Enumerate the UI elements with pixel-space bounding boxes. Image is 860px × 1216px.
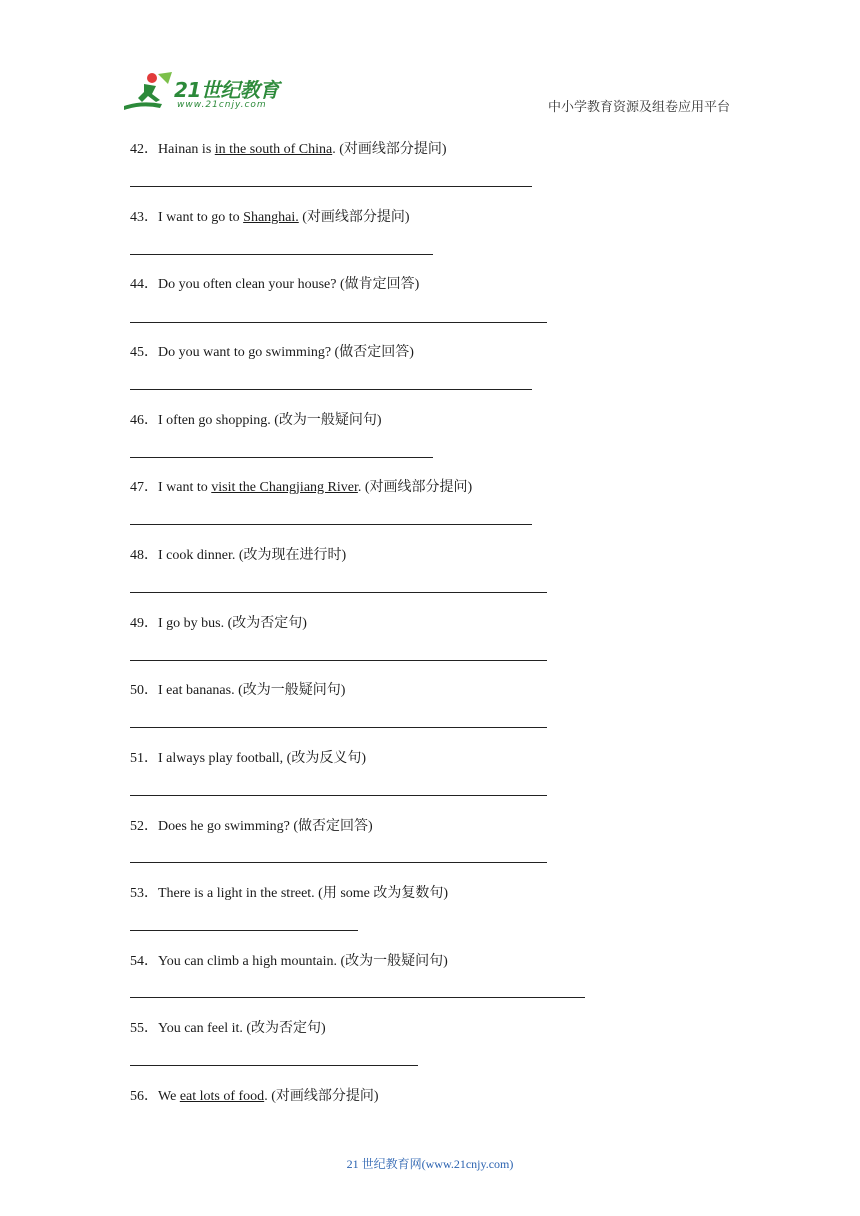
question-number: 47 bbox=[130, 480, 144, 495]
underlined-phrase: visit the Changjiang River bbox=[211, 480, 358, 495]
runner-logo-icon bbox=[122, 70, 174, 114]
answer-line[interactable] bbox=[130, 1065, 418, 1066]
underlined-phrase: in the south of China bbox=[214, 142, 333, 157]
answer-line[interactable] bbox=[130, 660, 547, 661]
site-logo bbox=[122, 70, 292, 114]
answer-line[interactable] bbox=[130, 930, 358, 931]
question-item: 53．There is a light in the street. (用 some 改为复数句) bbox=[130, 886, 449, 901]
question-item: 43．I want to go to Shanghai. (对画线部分提问) bbox=[130, 210, 410, 225]
question-text: I often go shopping. (改为一般疑问句) bbox=[158, 413, 382, 428]
question-item: 46．I often go shopping. (改为一般疑问句) bbox=[130, 413, 382, 428]
answer-line[interactable] bbox=[130, 322, 547, 323]
question-item: 56．We eat lots of food. (对画线部分提问) bbox=[130, 1089, 379, 1104]
question-number: 52 bbox=[130, 819, 144, 834]
question-text: I want to go to bbox=[158, 210, 244, 225]
question-text: I want to bbox=[158, 480, 212, 495]
question-item: 45．Do you want to go swimming? (做否定回答) bbox=[130, 345, 414, 360]
question-item: 44．Do you often clean your house? (做肯定回答) bbox=[130, 277, 420, 292]
answer-line[interactable] bbox=[130, 997, 585, 998]
answer-line[interactable] bbox=[130, 524, 532, 525]
answer-line[interactable] bbox=[130, 254, 433, 255]
question-number: 49 bbox=[130, 616, 144, 631]
question-instruction: . (对画线部分提问) bbox=[332, 142, 447, 157]
question-number: 42 bbox=[130, 142, 144, 157]
question-number: 51 bbox=[130, 751, 144, 766]
question-number: 55 bbox=[130, 1021, 144, 1036]
answer-line[interactable] bbox=[130, 795, 547, 796]
question-text: Hainan is bbox=[158, 142, 215, 157]
question-item: 48．I cook dinner. (改为现在进行时) bbox=[130, 548, 347, 563]
question-text: Do you want to go swimming? (做否定回答) bbox=[158, 345, 414, 360]
question-text: I eat bananas. (改为一般疑问句) bbox=[158, 683, 346, 698]
question-text: Do you often clean your house? (做肯定回答) bbox=[158, 277, 420, 292]
question-number: 44 bbox=[130, 277, 144, 292]
question-item: 55．You can feel it. (改为否定句) bbox=[130, 1021, 326, 1036]
underlined-phrase: eat lots of food bbox=[179, 1089, 265, 1104]
answer-line[interactable] bbox=[130, 862, 547, 863]
answer-line[interactable] bbox=[130, 186, 532, 187]
question-text: There is a light in the street. (用 some 改为复数句) bbox=[158, 886, 449, 901]
question-item: 47．I want to visit the Changjiang River. (对画线部分提问) bbox=[130, 480, 473, 495]
question-number: 50 bbox=[130, 683, 144, 698]
logo-text: 21世纪教育 bbox=[174, 78, 279, 102]
question-instruction: . (对画线部分提问) bbox=[264, 1089, 379, 1104]
question-instruction: (对画线部分提问) bbox=[298, 210, 410, 225]
footer-text: 21 世纪教育网(www.21cnjy.com) bbox=[346, 1157, 514, 1171]
question-number: 53 bbox=[130, 886, 144, 901]
question-text: Does he go swimming? (做否定回答) bbox=[158, 819, 373, 834]
question-number: 45 bbox=[130, 345, 144, 360]
answer-line[interactable] bbox=[130, 727, 547, 728]
question-item: 49．I go by bus. (改为否定句) bbox=[130, 616, 307, 631]
answer-line[interactable] bbox=[130, 457, 433, 458]
question-number: 54 bbox=[130, 954, 144, 969]
question-item: 54．You can climb a high mountain. (改为一般疑问句) bbox=[130, 954, 448, 969]
question-number: 56 bbox=[130, 1089, 144, 1104]
logo-subtext: www.21cnjy.com bbox=[177, 100, 267, 110]
question-text: You can feel it. (改为否定句) bbox=[158, 1021, 326, 1036]
question-text: We bbox=[158, 1089, 180, 1104]
question-item: 52．Does he go swimming? (做否定回答) bbox=[130, 819, 373, 834]
question-number: 43 bbox=[130, 210, 144, 225]
question-item: 50．I eat bananas. (改为一般疑问句) bbox=[130, 683, 346, 698]
question-text: I go by bus. (改为否定句) bbox=[158, 616, 307, 631]
underlined-phrase: Shanghai. bbox=[243, 210, 299, 225]
answer-line[interactable] bbox=[130, 389, 532, 390]
question-text: I cook dinner. (改为现在进行时) bbox=[158, 548, 347, 563]
question-text: You can climb a high mountain. (改为一般疑问句) bbox=[158, 954, 448, 969]
question-item: 51．I always play football, (改为反义句) bbox=[130, 751, 367, 766]
question-item: 42．Hainan is in the south of China. (对画线部分提问) bbox=[130, 142, 447, 157]
question-instruction: . (对画线部分提问) bbox=[357, 480, 473, 495]
header-platform-text: 中小学教育资源及组卷应用平台 bbox=[547, 100, 730, 115]
answer-line[interactable] bbox=[130, 592, 547, 593]
question-number: 48 bbox=[130, 548, 144, 563]
question-text: I always play football, (改为反义句) bbox=[158, 751, 367, 766]
question-number: 46 bbox=[130, 413, 144, 428]
